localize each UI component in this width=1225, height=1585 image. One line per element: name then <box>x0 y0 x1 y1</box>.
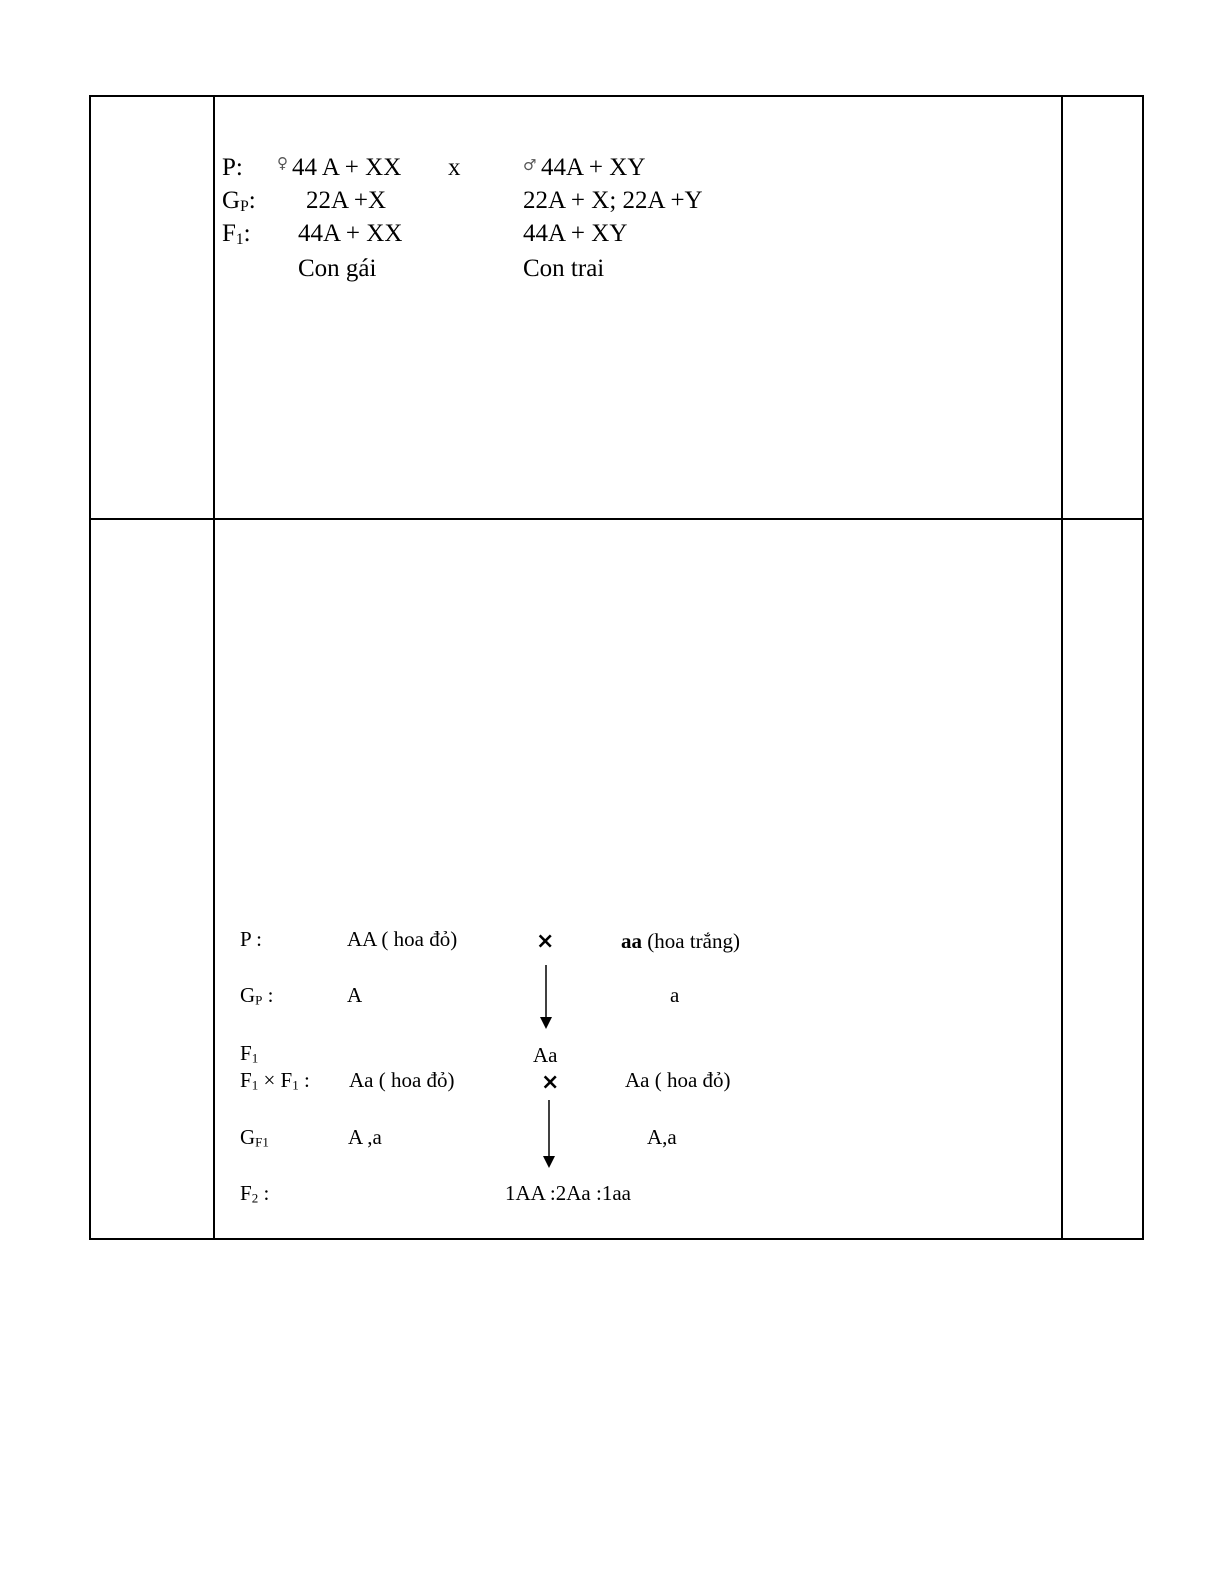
f1-label: F1: <box>222 220 251 248</box>
down-arrow-icon <box>539 965 553 1029</box>
gf1-label: GF1 <box>240 1125 269 1150</box>
cross-sign-1: × <box>536 929 555 954</box>
cross-sign-2: × <box>541 1070 560 1095</box>
gp-left-gamete: A <box>347 983 363 1007</box>
table-bottom-border <box>89 1238 1144 1240</box>
down-arrow-icon-2 <box>542 1100 556 1168</box>
gp-label: GP: <box>222 187 256 215</box>
boy-label: Con trai <box>523 255 605 282</box>
p-label: P: <box>222 154 243 181</box>
f1-result: Aa <box>533 1043 558 1067</box>
column-divider-1 <box>213 95 215 1240</box>
f1xf1-left: Aa ( hoa đỏ) <box>349 1068 455 1092</box>
column-divider-2 <box>1061 95 1063 1240</box>
table-right-border <box>1142 95 1144 1240</box>
row-divider <box>89 518 1144 520</box>
cross-sign: x <box>448 154 461 181</box>
p-right-parent: aa (hoa trắng) <box>621 929 740 953</box>
table-left-border <box>89 95 91 1240</box>
p-left-parent: AA ( hoa đỏ) <box>347 927 458 951</box>
girl-label: Con gái <box>298 255 377 282</box>
male-gametes: 22A + X; 22A +Y <box>523 187 703 214</box>
female-genotype: 44 A + XX <box>292 154 402 181</box>
f2-label: F2 : <box>240 1181 270 1206</box>
female-gamete: 22A +X <box>306 187 387 214</box>
gp-right-gamete: a <box>670 983 680 1007</box>
gp-label-2: GP : <box>240 983 274 1008</box>
male-genotype: 44A + XY <box>541 154 646 181</box>
table-top-border <box>89 95 1144 97</box>
gf1-right-gametes: A,a <box>647 1125 677 1149</box>
f1-label-2: F1 <box>240 1041 259 1066</box>
female-symbol-icon: ♀ <box>277 154 288 172</box>
f1-male: 44A + XY <box>523 220 628 247</box>
male-symbol-icon: ♂ <box>523 156 537 174</box>
f2-result: 1AA :2Aa :1aa <box>505 1181 631 1205</box>
p-label-2: P : <box>240 927 262 951</box>
f1xf1-right: Aa ( hoa đỏ) <box>625 1068 731 1092</box>
f1-female: 44A + XX <box>298 220 403 247</box>
f1xf1-label: F1 × F1 : <box>240 1068 310 1093</box>
gf1-left-gametes: A ,a <box>348 1125 382 1149</box>
